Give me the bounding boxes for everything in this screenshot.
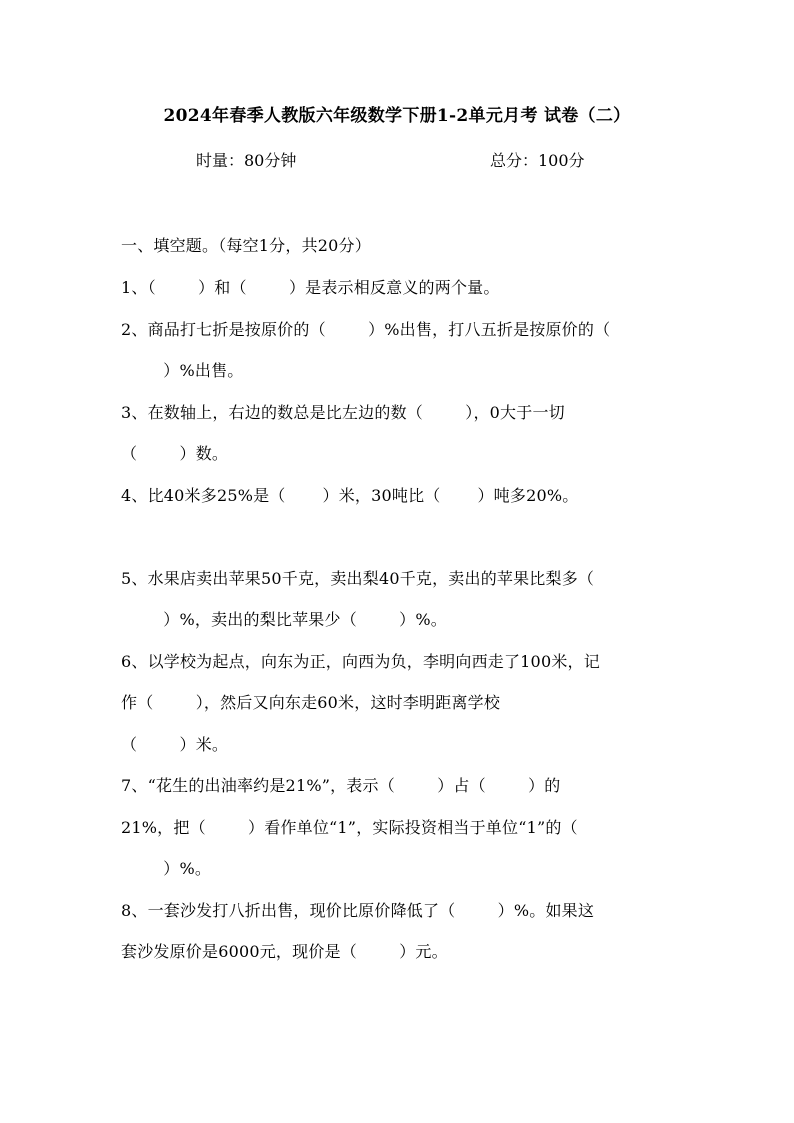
question-6-line-1: 6、以学校为起点，向东为正，向西为负，李明向西走了100米，记 [121,652,600,671]
total-score: 总分：100分 [490,151,585,170]
question-7-line-3: ）%。 [121,859,212,878]
question-8-line-1: 8、一套沙发打八折出售，现价比原价降低了（ ）%。如果这 [121,901,595,920]
question-6-line-3: （ ）米。 [121,735,229,754]
exam-title: 2024年春季人教版六年级数学下册1-2单元月考 试卷（二） [163,106,631,126]
question-7-line-2: 21%，把（ ）看作单位“1”，实际投资相当于单位“1”的（ [121,818,578,837]
question-4: 4、比40米多25%是（ ）米，30吨比（ ）吨多20%。 [121,486,579,505]
question-2-line-1: 2、商品打七折是按原价的（ ）%出售，打八五折是按原价的（ [121,320,611,339]
question-5-line-2: ）%，卖出的梨比苹果少（ ）%。 [121,610,447,629]
question-6-line-2: 作（ ），然后又向东走60米，这时李明距离学校 [121,693,501,712]
question-1: 1、（ ）和（ ）是表示相反意义的两个量。 [121,278,500,297]
time-limit: 时量：80分钟 [196,151,297,170]
section-heading: 一、填空题。（每空1分，共20分） [121,236,371,255]
question-7-line-1: 7、“花生的出油率约是21%”，表示（ ）占（ ）的 [121,776,561,795]
question-2-line-2: ）%出售。 [121,361,244,380]
question-3-line-1: 3、在数轴上，右边的数总是比左边的数（ ），0大于一切 [121,403,565,422]
question-5-line-1: 5、水果店卖出苹果50千克，卖出梨40千克，卖出的苹果比梨多（ [121,569,595,588]
question-8-line-2: 套沙发原价是6000元，现价是（ ）元。 [121,942,448,961]
question-3-line-2: （ ）数。 [121,444,229,463]
